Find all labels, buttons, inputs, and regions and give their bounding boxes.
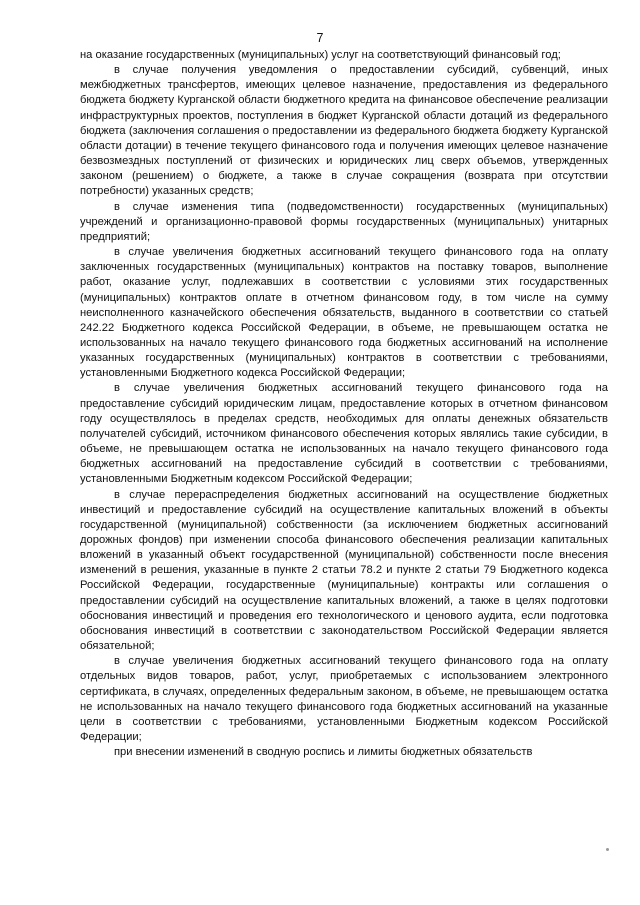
paragraph: в случае увеличения бюджетных ассигнований текущего финансового года на оплату отдельных видов товаров, работ, услуг, приобретаемых с использованием электронного сертификата, в случаях, определенных федеральным законом, в объеме, не превышающем остатка не использованных на начало текущего финансового года бюджетных ассигнований на указанные цели в соответствии с требованиями, установленными Бюджетным кодексом Российской Федерации; (80, 655, 608, 744)
body-text (80, 48, 608, 760)
scan-speck (606, 848, 609, 851)
paragraph: при внесении изменений в сводную роспись и лимиты бюджетных обязательств (114, 746, 533, 759)
paragraph: в случае увеличения бюджетных ассигнований текущего финансового года на оплату заключенных государственных (муниципальных) контрактов на поставку товаров, выполнение работ, оказание услуг, подлежавших в соответствии с условиями этих государственных (муниципальных) контрактов оплате в отчетном финансовом году, в том числе на сумму неисполненного казначейского обеспечения обязательств, выданного в соответствии со статьей 242.22 Бюджетного кодекса Российской Федерации, в объеме, не превышающем остатка не использованных на начало текущего финансового года бюджетных ассигнований на исполнение указанных государственных (муниципальных) контрактов в соответствии с требованиями, установленными Бюджетного кодекса Российской Федерации; (80, 246, 608, 380)
paragraph: в случае увеличения бюджетных ассигнований текущего финансового года на предоставление субсидий юридическим лицам, предоставление которых в отчетном финансовом году осуществлялось в пределах средств, необходимых для оплаты денежных обязательств получателей субсидий, источником финансового обеспечения которых являлись такие субсидии, в объеме, не превышающем остатка не использованных на начало текущего финансового года бюджетных ассигнований на предоставление субсидий в соответствии с требованиями, установленными Бюджетным кодексом Российской Федерации; (80, 382, 608, 486)
paragraph: на оказание государственных (муниципальных) услуг на соответствующий финансовый год; (80, 49, 561, 61)
page-number: 7 (316, 31, 324, 45)
paragraph: в случае перераспределения бюджетных ассигнований на осуществление бюджетных инвестиций и предоставление субсидий на осуществление капитальных вложений в объекты государственной (муниципальной) собственности (за исключением бюджетных ассигнований дорожных фондов) при изменении способа финансового обеспечения реализации капитальных вложений в указанный объект государственной (муниципальной) собственности после внесения изменений в решения, указанные в пункте 2 статьи 78.2 и пункте 2 статьи 79 Бюджетного кодекса Российской Федерации, государственные (муниципальные) контракты или соглашения о предоставлении субсидий на осуществление капитальных вложений, а также в целях подготовки обоснования инвестиций и проведения его технологического и ценового аудита, если подготовка обоснования инвестиций в соответствии с законодательством Российской Федерации является обязательной; (80, 488, 608, 653)
paragraph: в случае получения уведомления о предоставлении субсидий, субвенций, иных межбюджетных трансфертов, имеющих целевое назначение, предоставления из федерального бюджета бюджету Курганской области бюджетного кредита на финансовое обеспечение реализации инфраструктурных проектов, поступления в бюджет Курганской области дотаций из федерального бюджета (заключения соглашения о предоставлении из федерального бюджета бюджету Курганской области дотации) в течение текущего финансового года и получения имеющих целевое назначение безвозмездных поступлений от физических и юридических лиц сверх объемов, утвержденных законом (решением) о бюджете, а также в случае сокращения (возврата при отсутствии потребности) указанных средств; (80, 64, 608, 198)
paragraph: в случае изменения типа (подведомственности) государственных (муниципальных) учреждений и организационно-правовой формы государственных (муниципальных) унитарных предприятий; (80, 200, 608, 243)
